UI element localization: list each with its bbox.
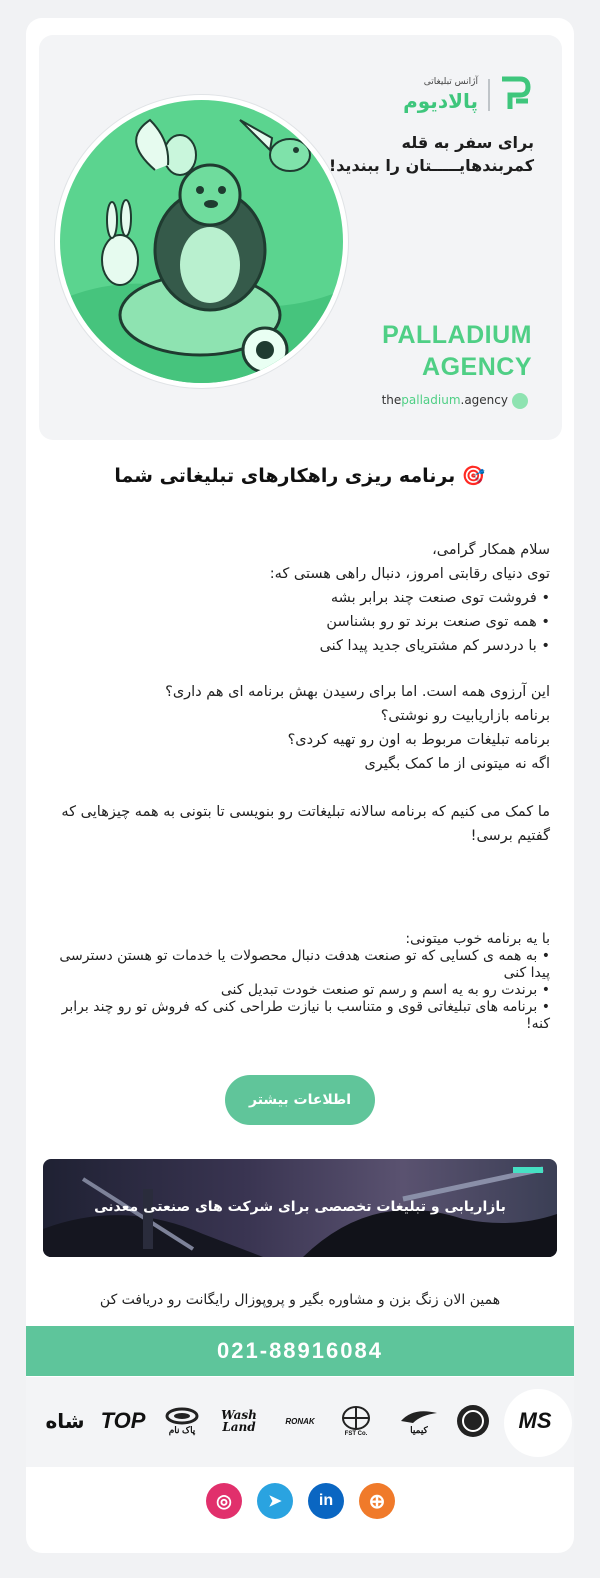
hero-tagline-line2: کمربندهایـــــتان را ببندید! bbox=[328, 156, 534, 175]
palladium-logo bbox=[392, 75, 532, 115]
social-links bbox=[26, 1483, 574, 1523]
client-logo-fst bbox=[336, 1403, 376, 1439]
benefit-item: • برندت رو به یه اسم و رسم تو صنعت خودت تبدیل کنی bbox=[220, 982, 550, 998]
client-logos-strip bbox=[26, 1377, 574, 1467]
hero-english-line1: PALLADIUM bbox=[382, 321, 532, 349]
question-line: این آرزوی همه است. اما برای رسیدن بهش برنامه ای هم داری؟ bbox=[165, 684, 550, 700]
benefits-block bbox=[46, 931, 550, 1033]
client-logo-paknam bbox=[162, 1403, 202, 1439]
mascot-illustration bbox=[55, 95, 348, 388]
logo-divider bbox=[488, 79, 490, 111]
instagram-icon[interactable]: ◎ bbox=[206, 1483, 242, 1519]
linkedin-icon[interactable]: in bbox=[308, 1483, 344, 1519]
phone-number[interactable]: 021-88916084 bbox=[217, 1338, 383, 1363]
email-card bbox=[26, 18, 574, 1553]
hero-banner bbox=[39, 35, 562, 440]
phone-bar[interactable] bbox=[26, 1326, 574, 1376]
globe-icon bbox=[512, 393, 528, 409]
client-logo-top: TOP bbox=[100, 1408, 146, 1433]
industrial-banner[interactable] bbox=[43, 1159, 557, 1257]
benefit-item: • برنامه های تبلیغاتی قوی و متناسب با نیازت طراحی کنی که فروش تو رو چند برابر کنه! bbox=[61, 999, 550, 1032]
help-paragraph bbox=[50, 800, 550, 848]
intro-block bbox=[50, 538, 550, 658]
questions-block bbox=[50, 680, 550, 776]
wish-item: • همه توی صنعت برند تو رو بشناسن bbox=[326, 614, 550, 630]
client-logo-washland: Wash Land bbox=[221, 1408, 257, 1434]
main-title: 🎯 برنامه ریزی راهکارهای تبلیغاتی شما bbox=[114, 465, 486, 487]
website-globe-icon[interactable]: ⊕ bbox=[359, 1483, 395, 1519]
wish-item: • با دردسر کم مشتریای جدید پیدا کنی bbox=[319, 638, 550, 654]
call-to-action-line: همین الان زنگ بزن و مشاوره بگیر و پروپوزال رایگانت رو دریافت کن bbox=[99, 1292, 501, 1308]
paknam-label: پاک نام bbox=[168, 1424, 196, 1435]
wish-item: • فروشت توی صنعت چند برابر بشه bbox=[330, 590, 550, 606]
greeting: سلام همکار گرامی، bbox=[432, 542, 550, 558]
question-line: برنامه تبلیغات مربوط به اون رو تهیه کردی؟ bbox=[287, 732, 550, 748]
brand-subtitle: آژانس تبلیغاتی bbox=[423, 77, 478, 87]
question-line: برنامه بازاریابیت رو نوشتی؟ bbox=[380, 708, 550, 724]
benefits-intro: با یه برنامه خوب میتونی: bbox=[405, 931, 550, 947]
site-prefix: the bbox=[381, 393, 402, 407]
client-logo-ronak: RONAK bbox=[285, 1416, 315, 1426]
telegram-icon[interactable]: ➤ bbox=[257, 1483, 293, 1519]
benefit-item: • به همه ی کسایی که تو صنعت هدفت دنبال محصولات یا خدمات تو هستن دسترسی پیدا کنی bbox=[59, 948, 550, 981]
hero-tagline-line1: برای سفر به قله bbox=[401, 133, 534, 152]
site-suffix: .agency bbox=[460, 393, 508, 407]
kimia-label: کیمیا bbox=[410, 1424, 428, 1435]
swirl-icon bbox=[165, 1407, 199, 1425]
client-logo-kimia bbox=[394, 1403, 444, 1439]
intro-line: توی دنیای رقابتی امروز، دنبال راهی هستی که: bbox=[269, 566, 550, 582]
client-logo-seal-icon bbox=[454, 1403, 492, 1439]
palladium-mark-icon bbox=[498, 75, 532, 113]
fst-label: FST Co. bbox=[344, 1431, 368, 1437]
globe-mark-icon bbox=[341, 1405, 371, 1431]
wave-icon bbox=[399, 1407, 439, 1425]
client-logo-shah: شاه bbox=[45, 1409, 85, 1433]
help-text: ما کمک می کنیم که برنامه سالانه تبلیغاتت رو بنویسی تا بتونی به همه چیزهایی که گفتیم برسی! bbox=[61, 804, 550, 844]
site-highlight: palladium bbox=[401, 393, 461, 407]
brand-name: پالادیوم bbox=[403, 89, 478, 113]
website-link[interactable] bbox=[382, 393, 508, 407]
client-logo-ms: MS bbox=[518, 1408, 552, 1433]
hero-english-line2: AGENCY bbox=[422, 353, 532, 381]
banner-caption: بازاریابی و تبلیغات تخصصی برای شرکت های صنعتی معدنی bbox=[94, 1199, 506, 1215]
more-info-button[interactable]: اطلاعات بیشتر bbox=[225, 1075, 375, 1125]
question-line: اگه نه میتونی از ما کمک بگیری bbox=[364, 756, 550, 772]
